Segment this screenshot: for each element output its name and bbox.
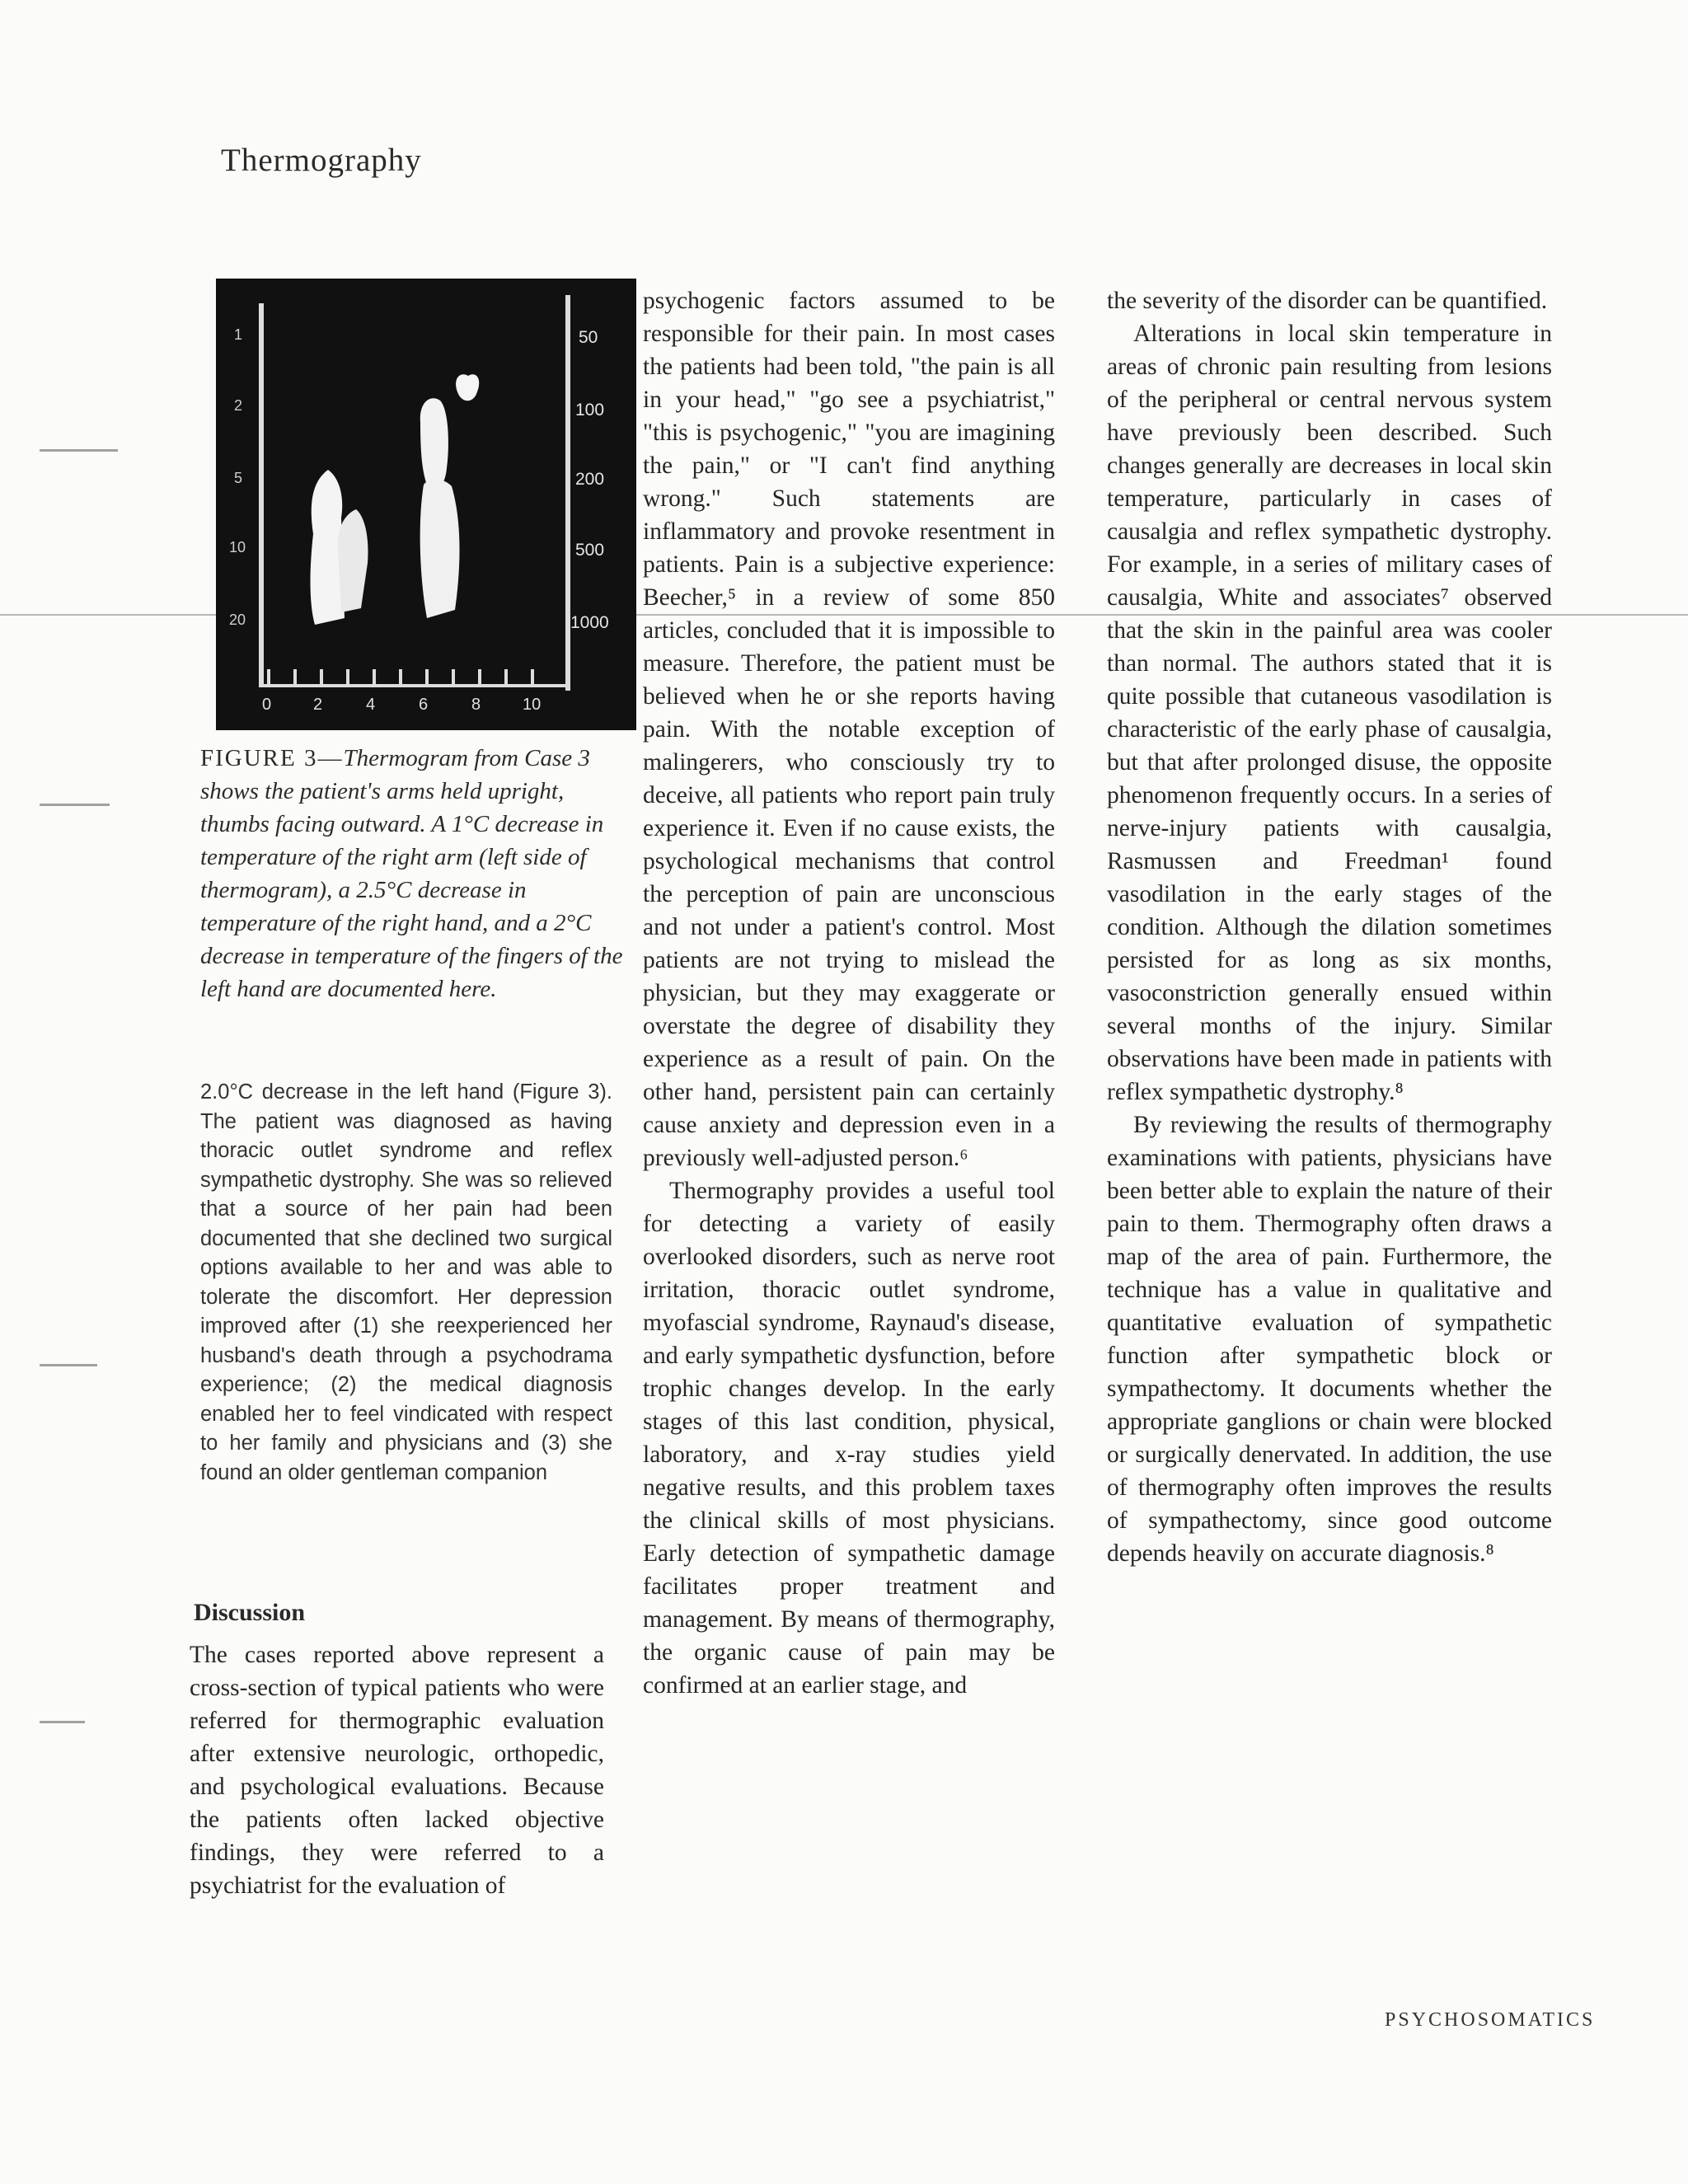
figure-caption-label: FIGURE 3— — [200, 745, 344, 771]
left-scale-label: 2 — [234, 397, 243, 414]
left-scale-label: 10 — [229, 539, 246, 555]
running-header: Thermography — [221, 143, 422, 178]
column-2 — [643, 284, 1055, 1702]
discussion-paragraph: The cases reported above represent a cross-section of typical patients who were referred for thermographic evaluation after extensive neurologic, orthopedic, and psychological evaluations. Because the patients often lacked objective findings, they were referred to a psychiatrist for the evaluation of — [190, 1642, 604, 1899]
margin-mark — [40, 1364, 97, 1366]
bottom-scale-label: 10 — [523, 696, 542, 714]
left-scale-label: 1 — [234, 326, 243, 343]
figure-caption-text: Thermogram from Case 3 shows the patient's arms held upright, thumbs facing outward. A 1°C decrease in temperature of the right arm (left side of thermogram), a 2.5°C decrease in temperature of the right hand, and a 2°C decrease in temperature of the fingers of the left hand are documented here. — [200, 745, 623, 1002]
right-scale-label: 500 — [575, 541, 605, 560]
column-3-paragraph-2: Alterations in local skin temperature in areas of chronic pain resulting from lesions of the peripheral or central nervous system have previously been described. Such changes generally are decreases in local skin temperature, particularly in cases of causalgia and reflex sympathetic dystrophy. For example, in a series of military cases of causalgia, White and associates⁷ observed that the skin in the painful area was cooler than normal. The authors stated that it is quite possible that cutaneous vasodilation is characteristic of the early phase of causalgia, but that after prolonged disuse, the opposite phenomenon frequently occurs. In a series of nerve-injury patients with causalgia, Rasmussen and Freedman¹ found vasodilation in the early stages of the condition. Although the dilation sometimes persisted for as long as six months, vasoconstriction generally ensued within several months of the injury. Similar observations have been made in patients with reflex sympathetic dystrophy.⁸ — [1107, 321, 1552, 1105]
column-3-paragraph-1: the severity of the disorder can be quantified. — [1107, 288, 1548, 314]
right-scale-label: 100 — [575, 401, 605, 419]
margin-mark — [40, 449, 118, 452]
left-scale-bar — [259, 303, 264, 684]
thermogram-figure — [216, 279, 636, 730]
bottom-scale-label: 0 — [262, 696, 272, 714]
left-scale-label: 20 — [229, 612, 246, 628]
bottom-scale-label: 2 — [313, 696, 323, 714]
column-3-paragraph-3: By reviewing the results of thermography examinations with patients, physicians have been better able to explain the nature of their pain to them. Thermography often draws a map of the area of pain. Furthermore, the technique has a value in qualitative and quantitative evaluation of sympathetic function after sympathetic block or sympathectomy. It documents whether the appropriate ganglions or chain were blocked or surgically denervated. In addition, the use of thermography often improves the results of sympathectomy, since good outcome depends heavily on accurate diagnosis.⁸ — [1107, 1112, 1552, 1567]
right-scale-label: 50 — [579, 328, 598, 347]
bottom-scale-label: 6 — [419, 696, 429, 714]
figure-caption — [200, 742, 633, 1005]
left-scale-label: 5 — [234, 470, 243, 486]
column-1-case-text — [200, 1078, 612, 1488]
right-scale-label: 200 — [575, 470, 605, 489]
margin-mark — [40, 804, 110, 806]
column-3 — [1107, 284, 1552, 1570]
column-2-paragraph-1: psychogenic factors assumed to be responsible for their pain. In most cases the patients had been told, "the pain is all in your head," "go see a psychiatrist," "this is psychogenic," "you are imagining the pain," or "I can't find anything wrong." Such statements are inflammatory and provoke resentment in patients. Pain is a subjective experience: Beecher,⁵ in a review of some 850 articles, concluded that it is impossible to measure. Therefore, the patient must be believed when he or she reports having pain. With the notable exception of malingerers, who consciously try to deceive, all patients who report pain truly experience it. Even if no cause exists, the psychological mechanisms that control the perception of pain are unconscious and not under a patient's control. Most patients are not trying to mislead the physician, but they may exaggerate or overstate the degree of disability they experience as a result of pain. On the other hand, persistent pain can certainly cause anxiety and depression even in a previously well-adjusted person.⁶ — [643, 288, 1055, 1171]
thermal-region-left-hand — [420, 479, 460, 618]
journal-footer: PSYCHOSOMATICS — [1385, 2009, 1596, 2031]
margin-mark — [40, 1721, 85, 1723]
right-scale-label: 1000 — [570, 613, 609, 632]
bottom-scale-label: 4 — [366, 696, 376, 714]
case-paragraph: 2.0°C decrease in the left hand (Figure 3). The patient was diagnosed as having thoracic outlet syndrome and reflex sympathetic dystrophy. She was so relieved that a source of her pain had been documented that she declined two surgical options available to her and was able to tolerate the discomfort. Her depression improved after (1) she reexperienced her husband's death through a psychodrama experience; (2) the medical diagnosis enabled her to feel vindicated with respect to her family and physicians and (3) she found an older gentleman companion — [200, 1080, 612, 1484]
bottom-ruler — [259, 684, 570, 687]
column-1-discussion — [190, 1638, 604, 1902]
column-2-paragraph-2: Thermography provides a useful tool for detecting a variety of easily overlooked disorders, such as nerve root irritation, thoracic outlet syndrome, myofascial syndrome, Raynaud's disease, and early sympathetic dysfunction, before trophic changes develop. In the early stages of this last condition, physical, laboratory, and x-ray studies yield negative results, and this problem taxes the clinical skills of most physicians. Early detection of sympathetic damage facilitates proper treatment and management. By means of thermography, the organic cause of pain may be confirmed at an earlier stage, and — [643, 1178, 1055, 1699]
bottom-scale-label: 8 — [471, 696, 481, 714]
discussion-heading: Discussion — [194, 1599, 306, 1626]
